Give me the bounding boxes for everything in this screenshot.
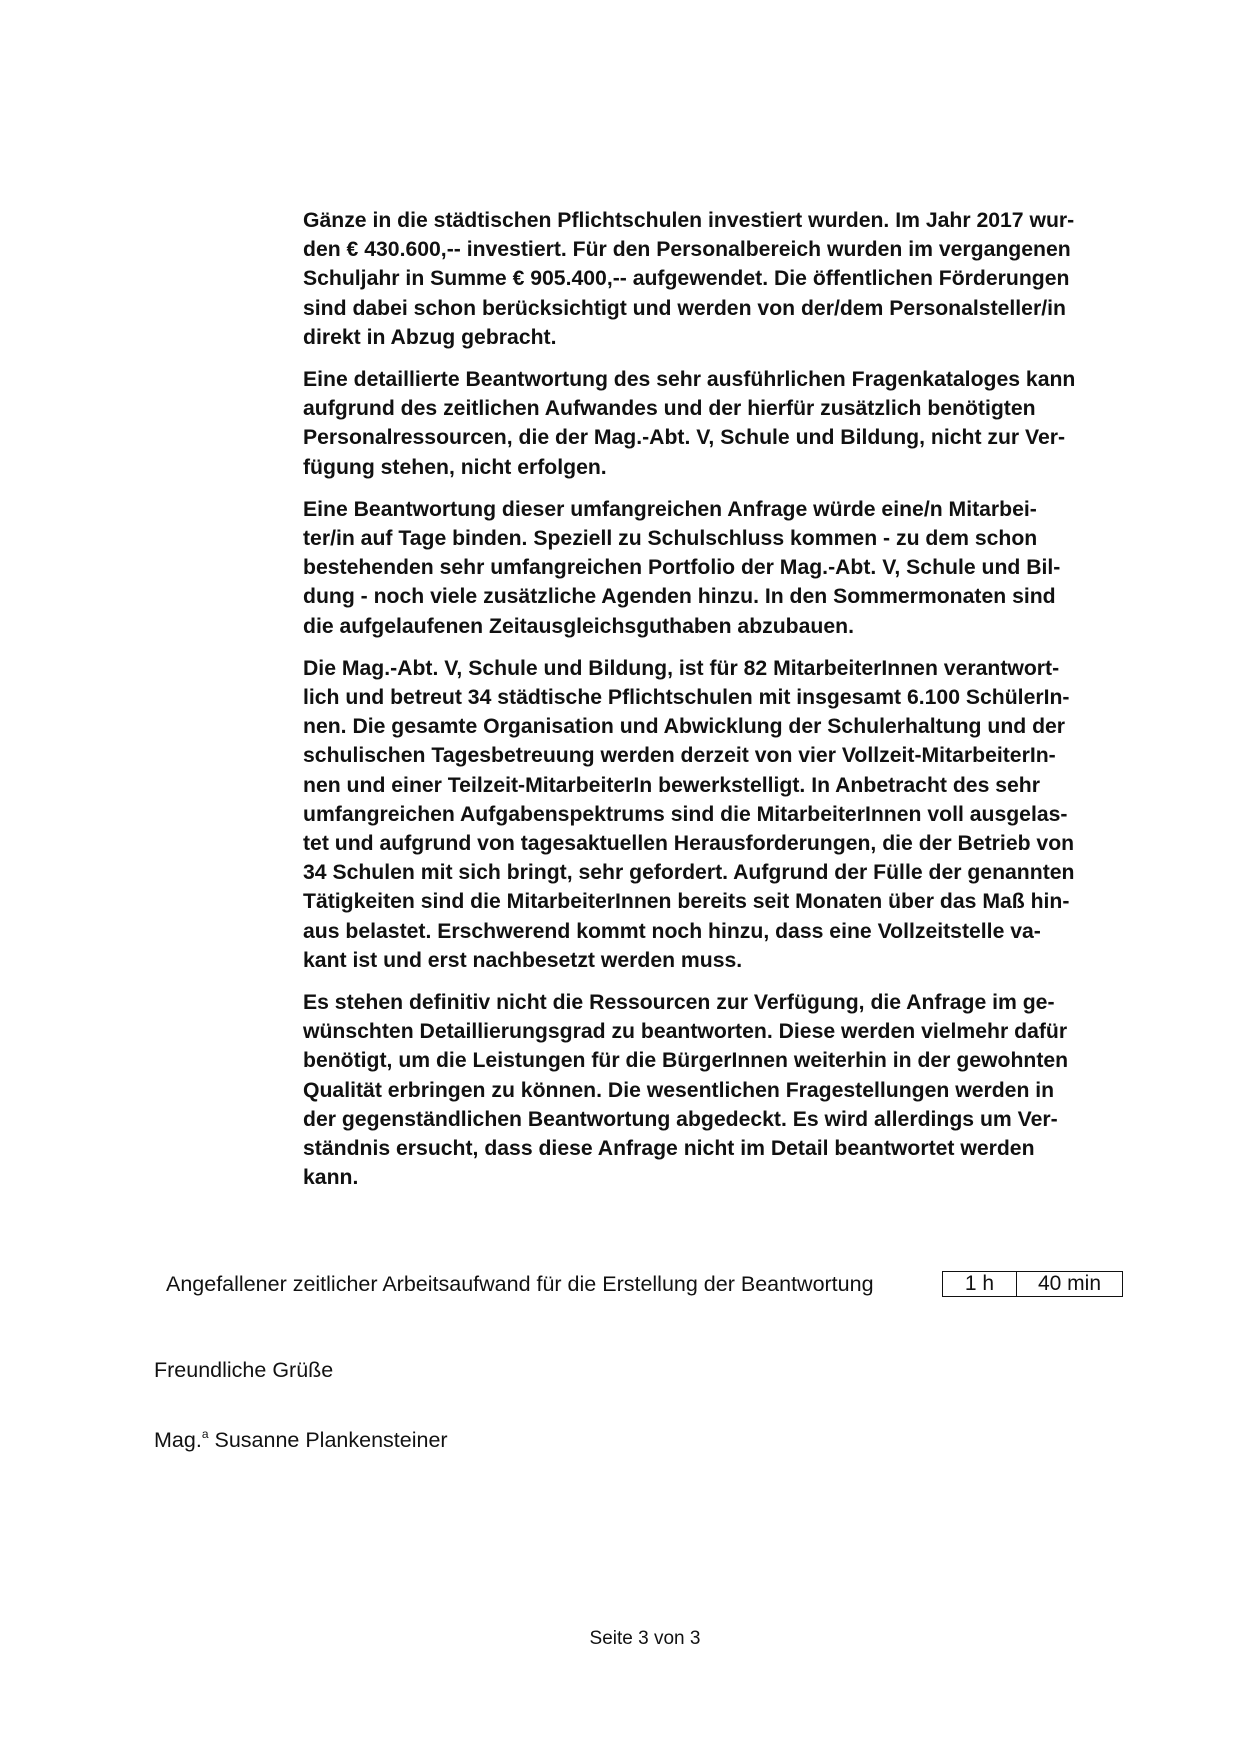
paragraph-investments: Gänze in die städtischen Pflichtschulen investiert wurden. Im Jahr 2017 wur- den € 430.600,-- investiert. Für den Personalbereich wurden im vergangenen Schuljahr in Summe € 905.400,-- aufgewendet. Die öffentlichen Förderungen sind dabei schon berücksichtigt und werden von der/dem Personalsteller/in direkt in Abzug gebracht. [303,209,1075,349]
signature [154,1425,448,1455]
paragraph-detailed-answer: Eine detaillierte Beantwortung des sehr ausführlichen Fragenkataloges kann aufgrund des zeitlichen Aufwandes und der hierfür zusätzlich benötigten Personalressourcen, die der Mag.-Abt. V, Schule und Bildung, nicht zur Ver- fügung stehen, nicht erfolgen. [303,368,1076,479]
effort-minutes: 40 min [1037,1272,1102,1295]
effort-label: Angefallener zeitlicher Arbeitsaufwand für die Erstellung der Beantwortung [166,1272,874,1296]
effort-hours: 1 h [943,1272,1017,1296]
signature-title: Mag. [154,1428,202,1452]
paragraph-department-staff: Die Mag.-Abt. V, Schule und Bildung, ist für 82 MitarbeiterInnen verantwort- lich und betreut 34 städtische Pflichtschulen mit insgesamt 6.100 SchülerIn- nen. Die gesamte Organisation und Abwicklung der Schulerhaltung und der schulischen Tagesbetreuung werden derzeit von vier Vollzeit-MitarbeiterIn- nen und einer Teilzeit-MitarbeiterIn bewerkstelligt. In Anbetracht des sehr umfangreichen Aufgabenspektrums sind die MitarbeiterInnen voll ausgelas- tet und aufgrund von tagesaktuellen Herausforderungen, die der Betrieb von 34 Schulen mit sich bringt, sehr gefordert. Aufgrund der Fülle der genannten Tätigkeiten sind die MitarbeiterInnen bereits seit Monaten über das Maß hin- aus belastet. Erschwerend kommt noch hinzu, dass eine Vollzeitstelle va- kant ist und erst nachbesetzt werden muss. [303,656,1075,972]
signature-title-superscript: a [201,1427,209,1441]
paragraph-resources: Es stehen definitiv nicht die Ressourcen zur Verfügung, die Anfrage im ge- wünschten Detaillierungsgrad zu beantworten. Diese werden vielmehr dafür benötigt, um die Leistungen für die BürgerInnen weiterhin in der gewohnten Qualität erbringen zu können. Die wesentlichen Fragestellungen werden in der gegenständlichen Beantwortung abgedeckt. Es wird allerdings um Ver- ständnis ersucht, dass diese Anfrage nicht im Detail beantwortet werden kann. [303,991,1069,1190]
signature-name: Susanne Plankensteiner [214,1428,448,1452]
page-number: Seite 3 von 3 [589,1628,701,1649]
effort-row [166,1269,1126,1299]
closing-greeting: Freundliche Grüße [154,1358,334,1382]
effort-time-box [942,1271,1123,1297]
letter-body [303,206,1145,1206]
paragraph-workload: Eine Beantwortung dieser umfangreichen Anfrage würde eine/n Mitarbei- ter/in auf Tage binden. Speziell zu Schulschluss kommen - zu dem schon bestehenden sehr umfangreichen Portfolio der Mag.-Abt. V, Schule und Bil- dung - noch viele zusätzliche Agenden hinzu. In den Sommermonaten sind die aufgelaufenen Zeitausgleichsguthaben abzubauen. [303,497,1061,638]
